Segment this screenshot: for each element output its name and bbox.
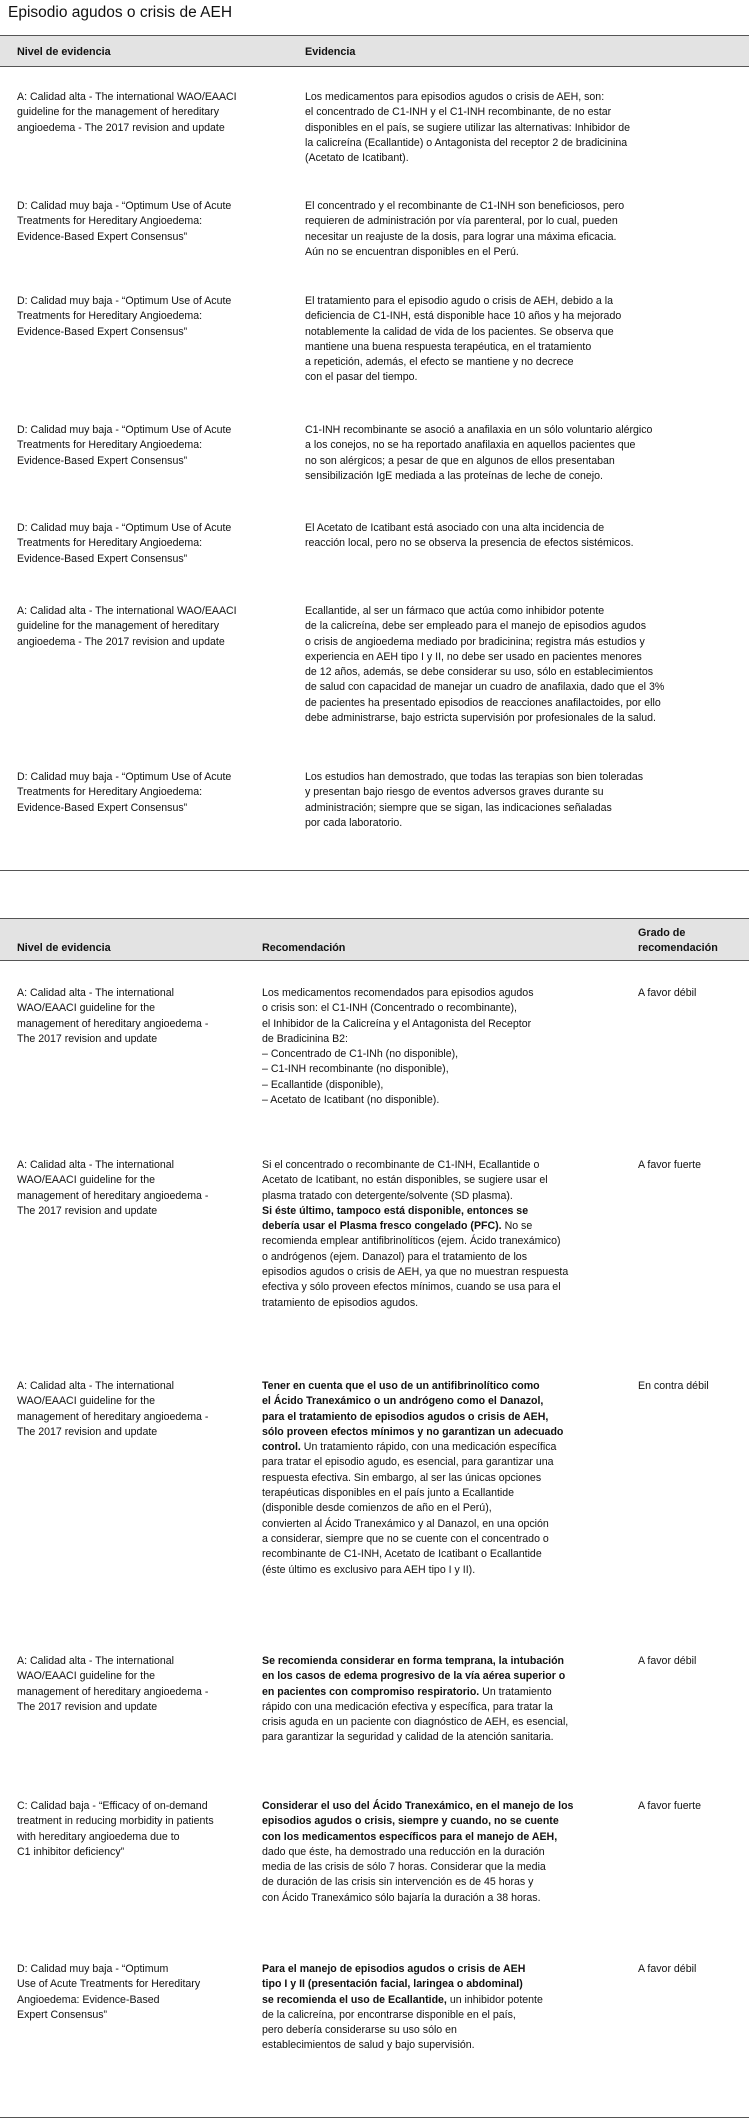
table1-row-4-level-line: Treatments for Hereditary Angioedema:: [17, 439, 203, 452]
table2-row-1-recommendation: [262, 986, 534, 1108]
table2-row-4-recommendation-line: en pacientes con compromiso respiratorio. Un tratamiento: [262, 1685, 552, 1698]
table2-row-4-level-line: A: Calidad alta - The international: [17, 1655, 175, 1667]
table2-row-2-recommendation-line: efectiva y sólo proveen efectos mínimos, cuando se usa para el: [262, 1281, 561, 1294]
table2-row-6-level-line: Angioedema: Evidence-Based: [17, 1993, 160, 2006]
table1-row-3-evidence-line: mantiene una buena respuesta terapéutica, en el tratamiento: [305, 340, 592, 353]
table2-row-4-level-line: WAO/EAACI guideline for the: [17, 1670, 155, 1683]
table1-bottom-rule: [0, 870, 749, 871]
table1-row-7-evidence-line: Los estudios han demostrado, que todas las terapias son bien toleradas: [305, 771, 644, 783]
table2-row-3-recommendation-line: a considerar, siempre que no se cuente con el concentrado o: [262, 1532, 549, 1545]
table2-row-5-level-line: C1 inhibitor deficiency”: [17, 1845, 125, 1858]
table2-row-2-level-line: management of hereditary angioedema -: [17, 1189, 209, 1202]
table1-row-3-evidence-line: notablemente la calidad de vida de los pacientes. Se observa que: [305, 325, 614, 338]
table1-header-evidence: Evidencia: [305, 46, 356, 58]
table2-row-1-recommendation-line: – Concentrado de C1-INh (no disponible),: [262, 1048, 459, 1061]
table2-row-1-level-line: management of hereditary angioedema -: [17, 1017, 209, 1030]
table1-row-7-level-line: Treatments for Hereditary Angioedema:: [17, 786, 203, 799]
table1-header: [0, 36, 749, 66]
table2-row-5-grade: A favor fuerte: [638, 1800, 702, 1812]
table1-row-5-evidence: [305, 521, 634, 552]
table2-row-2-recommendation-line: o andrógenos (ejem. Danazol) para el tratamiento de los: [262, 1250, 527, 1263]
table1-row-7-evidence-line: administración; siempre que se sigan, las indicaciones señaladas: [305, 801, 612, 814]
table2-row-3-level: [17, 1379, 208, 1440]
table2-row-4-level-line: The 2017 revision and update: [17, 1700, 158, 1713]
emphasis-text: control.: [262, 1441, 301, 1454]
table1-row-2-evidence-line: Aún no se encuentran disponibles en el Perú.: [305, 245, 519, 258]
table1-row-2-level-line: D: Calidad muy baja - “Optimum Use of Acute: [17, 200, 232, 212]
table2-row-4-recommendation-line: rápido con una medicación efectiva y específica, para tratar la: [262, 1700, 553, 1713]
table1-row-6-evidence-line: Ecallantide, al ser un fármaco que actúa como inhibidor potente: [305, 605, 605, 617]
table1-row-2-evidence: [305, 199, 624, 260]
table2-row-3-recommendation-line: recombinante de C1-INH, Acetato de Icatibant o Ecallantide: [262, 1548, 542, 1561]
table2-row-1-grade: A favor débil: [638, 987, 697, 999]
table2-row-5-recommendation: [262, 1799, 573, 1906]
table1-row-6-evidence-line: de la calicreína, debe ser empleado para el manejo de episodios agudos: [305, 620, 646, 633]
table1-row-6-evidence-line: de salud con capacidad de manejar un cuadro de anafilaxia, dado que el 3%: [305, 681, 665, 694]
table1-row-4-level-line: Evidence-Based Expert Consensus”: [17, 454, 188, 467]
table1-row-5-level: [17, 521, 231, 567]
table2-header-grade: [638, 926, 718, 956]
table1-row-3-level: [17, 294, 231, 340]
table1-header-level: Nivel de evidencia: [17, 46, 111, 58]
table2-row-6-level: [17, 1962, 200, 2023]
table2-header-grade-line2: recomendación: [638, 942, 718, 954]
table2-row-2-recommendation-line: Si el concentrado o recombinante de C1-INH, Ecallantide o: [262, 1159, 540, 1171]
table1-row-7-level: [17, 770, 231, 816]
table1-row-1-level-line: A: Calidad alta - The international WAO/EAACI: [17, 91, 237, 103]
table1-row-2-evidence-line: requieren de administración por vía parenteral, por lo cual, pueden: [305, 215, 618, 228]
table2-row-2-recommendation-line: recomienda emplear antifibrinolíticos (ejem. Ácido tranexámico): [262, 1235, 561, 1248]
table2-row-1-level: [17, 986, 208, 1047]
table2-row-4-recommendation: [262, 1654, 568, 1746]
table1-row-4-evidence-line: no son alérgicos; a pesar de que en algunos de ellos presentaban: [305, 454, 615, 467]
table2-row-1-level-line: The 2017 revision and update: [17, 1032, 158, 1045]
table2-row-3-recommendation-line: el Ácido Tranexámico o un andrógeno como el Danazol,: [262, 1395, 544, 1408]
table1-row-5-evidence-line: reacción local, pero no se observa la presencia de efectos sistémicos.: [305, 537, 634, 550]
table1-row-4-evidence-line: sensibilización IgE mediada a las proteínas de leche de conejo.: [305, 469, 603, 482]
table2-row-3-recommendation-line: respuesta efectiva. Sin embargo, al ser las únicas opciones: [262, 1471, 542, 1484]
table2-row-6-recommendation-line: pero debería considerarse su uso sólo en: [262, 2024, 457, 2037]
table2-row-2-recommendation-line: Si éste último, tampoco está disponible, entonces se: [262, 1204, 529, 1217]
table1-row-1-evidence-line: el concentrado de C1-INH y el C1-INH recombinante, de no estar: [305, 106, 612, 119]
table2-row-3-recommendation-line: sólo proveen efectos mínimos y no garantizan un adecuado: [262, 1425, 564, 1438]
table2-header-level: Nivel de evidencia: [17, 942, 111, 954]
table2-row-6-recommendation-line: se recomienda el uso de Ecallantide, un inhibidor potente: [262, 1993, 543, 2006]
table2-row-1-level-line: A: Calidad alta - The international: [17, 987, 175, 999]
table2-bottom-rule: [0, 2117, 749, 2118]
table2-row-5-recommendation-line: episodios agudos o crisis, siempre y cuando, no se cuente: [262, 1815, 559, 1828]
table2-row-5-level-line: with hereditary angioedema due to: [17, 1830, 180, 1843]
table2-row-2-level-line: A: Calidad alta - The international: [17, 1159, 175, 1171]
page-title: Episodio agudos o crisis de AEH: [8, 4, 233, 21]
table1-row-3-evidence-line: El tratamiento para el episodio agudo o crisis de AEH, debido a la: [305, 295, 613, 307]
table2-row-5-recommendation-line: [262, 1830, 573, 1845]
table2-row-3-grade: En contra débil: [638, 1380, 709, 1392]
table1-row-5-evidence-line: El Acetato de Icatibant está asociado con una alta incidencia de: [305, 522, 605, 534]
table1-row-6-level-line: angioedema - The 2017 revision and update: [17, 635, 225, 648]
table2-row-1-recommendation-line: Los medicamentos recomendados para episodios agudos: [262, 987, 534, 999]
table1-row-3-evidence: [305, 294, 621, 386]
table2-row-2-recommendation-line: tratamiento de episodios agudos.: [262, 1296, 419, 1309]
table1-row-5-level-line: D: Calidad muy baja - “Optimum Use of Acute: [17, 522, 232, 534]
table2-row-1-recommendation-line: o crisis son: el C1-INH (Concentrado o recombinante),: [262, 1002, 517, 1015]
table2-row-2-recommendation-line: Acetato de Icatibant, no están disponibles, se sugiere usar el: [262, 1174, 548, 1187]
table1-row-6-evidence-line: de 12 años, además, se debe considerar su uso, sólo en establecimientos: [305, 666, 654, 679]
table1-row-6-evidence-line: debe administrarse, bajo estricta supervisión por profesionales de la salud.: [305, 712, 656, 725]
table2-row-2-recommendation-line: episodios agudos o crisis de AEH, ya que no muestran respuesta: [262, 1266, 569, 1279]
table2-row-5-recommendation-line: dado que éste, ha demostrado una reducción en la duración: [262, 1845, 545, 1858]
table1-row-7-evidence-line: por cada laboratorio.: [305, 816, 403, 829]
table1-row-1-evidence: [305, 90, 630, 166]
table2-row-6-recommendation-line: Para el manejo de episodios agudos o crisis de AEH: [262, 1963, 526, 1975]
table2-row-5-recommendation-line: Considerar el uso del Ácido Tranexámico, en el manejo de los: [262, 1800, 574, 1812]
table1-row-1-level: [17, 90, 237, 136]
table2-row-3-level-line: The 2017 revision and update: [17, 1425, 158, 1438]
table2-row-3-recommendation-line: control. Un tratamiento rápido, con una medicación específica: [262, 1441, 557, 1454]
table1-row-3-evidence-line: deficiencia de C1-INH, está disponible hace 10 años y ha mejorado: [305, 310, 622, 323]
table1-row-1-evidence-line: la calicreína (Ecallantide) o Antagonista del receptor 2 de bradicinina: [305, 136, 628, 149]
table1-row-2-evidence-line: necesitar un reajuste de la dosis, para lograr una máxima eficacia.: [305, 230, 617, 243]
table2-row-4-level-line: management of hereditary angioedema -: [17, 1685, 209, 1698]
table1-row-1-level-line: angioedema - The 2017 revision and update: [17, 121, 225, 134]
table2-row-5-level: [17, 1799, 214, 1860]
table1-row-2-level: [17, 199, 231, 245]
emphasis-text: debería usar el Plasma fresco congelado (PFC).: [262, 1220, 502, 1233]
table2-row-4-recommendation-line: en los casos de edema progresivo de la vía aérea superior o: [262, 1670, 566, 1683]
table2-row-4-recommendation-line: para garantizar la seguridad y calidad de la atención sanitaria.: [262, 1731, 554, 1744]
table2-header: [0, 919, 749, 960]
table1-row-7-level-line: D: Calidad muy baja - “Optimum Use of Acute: [17, 771, 232, 783]
table2-row-2-grade: A favor fuerte: [638, 1159, 702, 1171]
table2-row-2-recommendation-line: debería usar el Plasma fresco congelado (PFC). No se: [262, 1220, 533, 1233]
table1-row-3-level-line: Treatments for Hereditary Angioedema:: [17, 310, 203, 323]
table1-row-6-level-line: guideline for the management of hereditary: [17, 620, 219, 633]
table1-row-6-level-line: A: Calidad alta - The international WAO/EAACI: [17, 605, 237, 617]
table2-row-3-recommendation-line: convierten al Ácido Tranexámico y al Danazol, en una opción: [262, 1517, 549, 1530]
table1-row-2-level-line: Evidence-Based Expert Consensus”: [17, 230, 188, 243]
table1-row-4-level: [17, 423, 231, 469]
table1-row-7-evidence-line: y presentan bajo riesgo de eventos adversos graves durante su: [305, 786, 604, 799]
table2-row-3-recommendation: [262, 1379, 563, 1578]
table2-header-rule: [0, 960, 749, 961]
table2-row-5-recommendation-line: media de las crisis de sólo 7 horas. Considerar que la media: [262, 1861, 546, 1874]
table1-row-3-level-line: D: Calidad muy baja - “Optimum Use of Acute: [17, 295, 232, 307]
table1-row-1-level-line: guideline for the management of hereditary: [17, 106, 219, 119]
table2-row-3-recommendation-line: (éste último es exclusivo para AEH tipo I y II).: [262, 1563, 476, 1576]
table2-row-3-recommendation-line: Tener en cuenta que el uso de un antifibrinolítico como: [262, 1380, 540, 1392]
table2-row-3-level-line: management of hereditary angioedema -: [17, 1410, 209, 1423]
table1-row-4-evidence-line: a los conejos, no se ha reportado anafilaxia en aquellos pacientes que: [305, 439, 636, 452]
table1-row-4-evidence: [305, 423, 652, 484]
table1-row-6-level: [17, 604, 237, 650]
table1-row-5-level-line: Evidence-Based Expert Consensus”: [17, 552, 188, 565]
table2-row-1-level-line: WAO/EAACI guideline for the: [17, 1002, 155, 1015]
table2-header-grade-line1: Grado de: [638, 927, 686, 939]
emphasis-text: con los medicamentos específicos para el manejo de AEH,: [262, 1830, 558, 1843]
table1-row-4-level-line: D: Calidad muy baja - “Optimum Use of Acute: [17, 424, 232, 436]
table2-row-5-level-line: treatment in reducing morbidity in patients: [17, 1815, 214, 1828]
table2-row-4-recommendation-line: crisis aguda en un paciente con diagnóstico de AEH, es esencial,: [262, 1716, 569, 1729]
table2-row-1-recommendation-line: – Ecallantide (disponible),: [262, 1078, 384, 1091]
table2-row-2-level-line: The 2017 revision and update: [17, 1204, 158, 1217]
table2-row-6-level-line: Expert Consensus”: [17, 2008, 108, 2021]
emphasis-text: en pacientes con compromiso respiratorio.: [262, 1685, 480, 1698]
table1-header-rule: [0, 66, 749, 67]
table2-row-5-recommendation-line: de duración de las crisis sin intervención es de 45 horas y: [262, 1876, 534, 1889]
table2-row-4-level: [17, 1654, 208, 1715]
table2-row-3-level-line: WAO/EAACI guideline for the: [17, 1395, 155, 1408]
table1-row-1-evidence-line: Los medicamentos para episodios agudos o crisis de AEH, son:: [305, 91, 605, 103]
table2-row-5-level-line: C: Calidad baja - “Efficacy of on-demand: [17, 1800, 208, 1812]
table2-row-4-recommendation-line: Se recomienda considerar en forma temprana, la intubación: [262, 1655, 565, 1667]
table2-row-1-recommendation-line: – C1-INH recombinante (no disponible),: [262, 1063, 449, 1076]
table2-row-1-recommendation-line: el Inhibidor de la Calicreína y el Antagonista del Receptor: [262, 1017, 532, 1030]
table1-row-3-evidence-line: a repetición, además, el efecto se mantiene y no decrece: [305, 356, 574, 369]
table2-row-3-recommendation-line: (disponible desde comienzos de año en el Perú),: [262, 1502, 492, 1515]
table1-row-3-evidence-line: con el pasar del tiempo.: [305, 371, 418, 384]
table1-row-7-level-line: Evidence-Based Expert Consensus”: [17, 801, 188, 814]
emphasis-text: se recomienda el uso de Ecallantide,: [262, 1993, 447, 2006]
table2-row-2-recommendation: [262, 1158, 568, 1311]
table1-row-2-level-line: Treatments for Hereditary Angioedema:: [17, 215, 203, 228]
table1-row-6-evidence-line: experiencia en AEH tipo I y II, no debe ser usado en pacientes menores: [305, 650, 642, 663]
table1-row-6-evidence: [305, 604, 664, 726]
table2-row-3-recommendation-line: para tratar el episodio agudo, es esencial, para garantizar una: [262, 1456, 554, 1469]
table2-row-6-grade: A favor débil: [638, 1963, 697, 1975]
table2-row-2-level-line: WAO/EAACI guideline for the: [17, 1174, 155, 1187]
table2-row-4-grade: A favor débil: [638, 1655, 697, 1667]
table1-row-2-evidence-line: El concentrado y el recombinante de C1-INH son beneficiosos, pero: [305, 200, 625, 212]
table1-row-4-evidence-line: C1-INH recombinante se asoció a anafilaxia en un sólo voluntario alérgico: [305, 424, 653, 436]
table1-row-6-evidence-line: o crisis de angioedema mediado por bradicinina; registra más estudios y: [305, 635, 645, 648]
table2-row-6-recommendation: [262, 1962, 543, 2054]
table2-row-5-recommendation-line: con Ácido Tranexámico sólo bajaría la duración a 38 horas.: [262, 1891, 541, 1904]
table2-row-6-level-line: Use of Acute Treatments for Hereditary: [17, 1978, 201, 1991]
table1-row-5-level-line: Treatments for Hereditary Angioedema:: [17, 537, 203, 550]
table2-row-2-level: [17, 1158, 208, 1219]
table1-row-7-evidence: [305, 770, 643, 831]
table2-row-6-recommendation-line: establecimientos de salud y bajo supervisión.: [262, 2039, 475, 2052]
table2-row-3-recommendation-line: terapéuticas disponibles en el país junto a Ecallantide: [262, 1487, 515, 1500]
table2-row-6-recommendation-line: de la calicreína, por encontrarse disponible en el país,: [262, 2008, 516, 2021]
table2-row-2-recommendation-line: plasma tratado con detergente/solvente (SD plasma).: [262, 1189, 513, 1202]
table2-row-1-recommendation-line: – Acetato de Icatibant (no disponible).: [262, 1094, 440, 1107]
table2-header-recommendation: Recomendación: [262, 942, 346, 954]
table2-row-6-level-line: D: Calidad muy baja - “Optimum: [17, 1963, 169, 1975]
table1-row-3-level-line: Evidence-Based Expert Consensus”: [17, 325, 188, 338]
table1-row-1-evidence-line: (Acetato de Icatibant).: [305, 152, 409, 165]
table2-row-1-recommendation-line: de Bradicinina B2:: [262, 1032, 348, 1045]
table2-row-6-recommendation-line: tipo I y II (presentación facial, laringea o abdominal): [262, 1978, 523, 1991]
table2-row-3-recommendation-line: para el tratamiento de episodios agudos o crisis de AEH,: [262, 1410, 549, 1423]
table2-row-3-level-line: A: Calidad alta - The international: [17, 1380, 175, 1392]
table1-row-1-evidence-line: disponibles en el país, se sugiere utilizar las alternativas: Inhibidor de: [305, 121, 631, 134]
table1-row-6-evidence-line: de pacientes ha presentado episodios de reacciones anafilactoides, por ello: [305, 696, 661, 709]
